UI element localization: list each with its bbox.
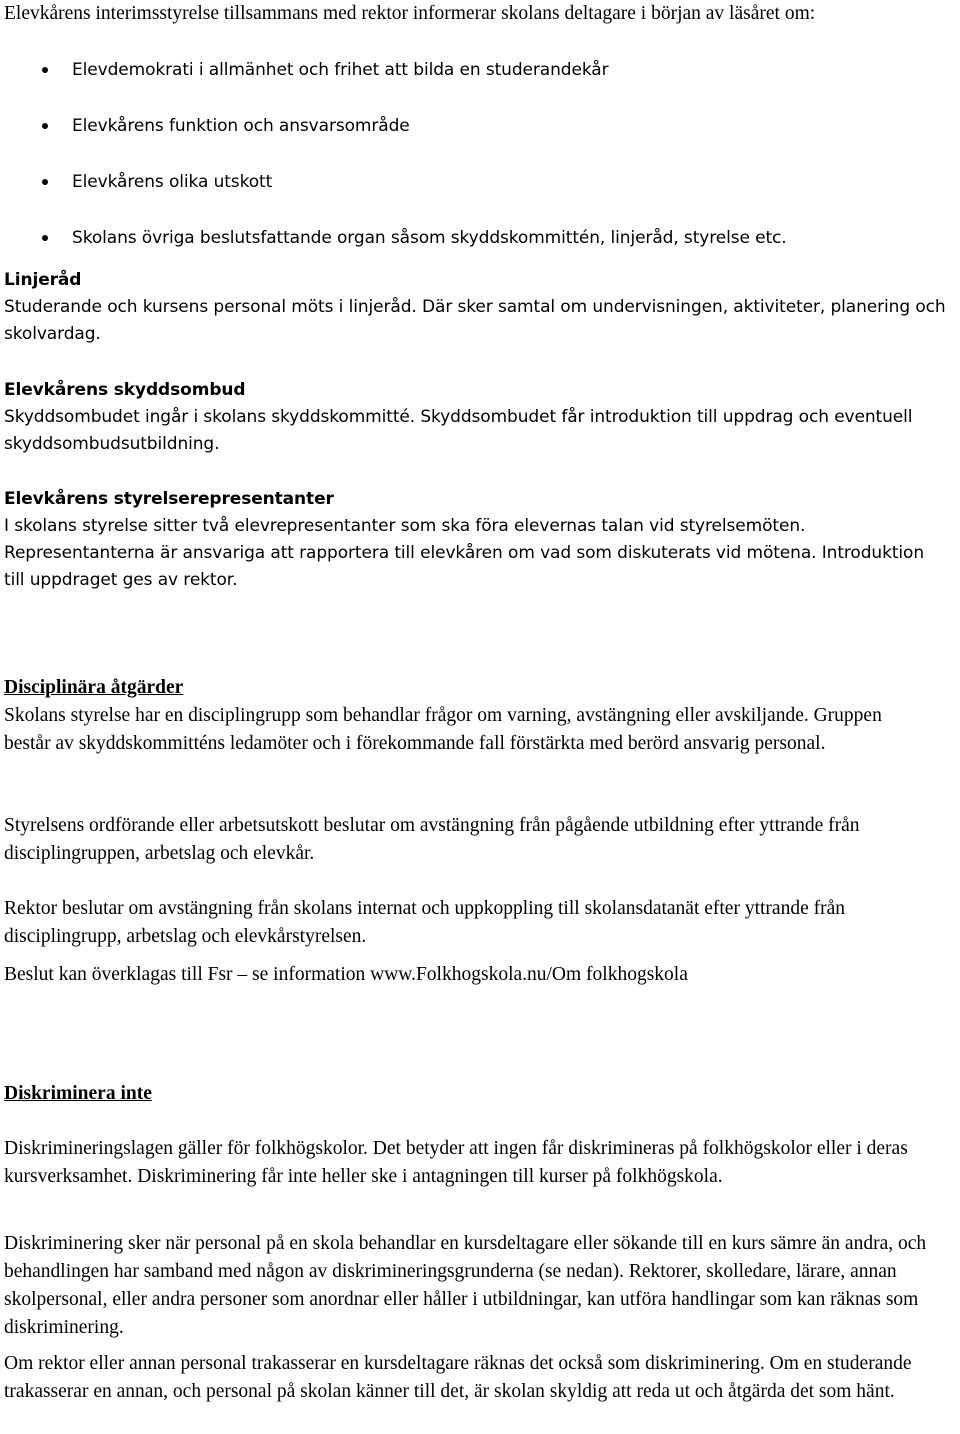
list-item bbox=[4, 56, 956, 112]
intro-paragraph: Elevkårens interimsstyrelse tillsammans med rektor informerar skolans deltagare i början av läsåret om: bbox=[4, 3, 816, 24]
diskriminera-paragraph-1: Diskrimineringslagen gäller för folkhögskolor. Det betyder att ingen får diskrimineras på folkhögskolor eller i deras kursverksamhet. Diskriminering får inte heller ske i antagningen till kurser på folkhögskola. bbox=[4, 1138, 908, 1187]
disciplin-paragraph-4: Beslut kan överklagas till Fsr – se information www.Folkhogskola.nu/Om folkhogskola bbox=[4, 964, 688, 985]
bullet-icon bbox=[42, 123, 48, 129]
disciplin-paragraph-1: Skolans styrelse har en disciplingrupp som behandlar frågor om varning, avstängning eller avskiljande. Gruppen består av skyddskommitténs ledamöter och i förekommande fall förstärkta med berörd ansvarig personal. bbox=[4, 705, 882, 754]
bullet-icon bbox=[42, 179, 48, 185]
list-item-text: Skolans övriga beslutsfattande organ såsom skyddskommittén, linjeråd, styrelse etc. bbox=[72, 228, 787, 248]
diskriminera-paragraph-2: Diskriminering sker när personal på en skola behandlar en kursdeltagare eller sökande till en kurs sämre än andra, och behandlingen har samband med någon av diskrimineringsgrunderna (se nedan). Rektorer, skolledare, lärare, annan skolpersonal, eller andra personer som anordnar eller håller i utbildningar, kan utföra handlingar som kan räknas som diskriminering. bbox=[4, 1233, 927, 1338]
list-item bbox=[4, 168, 956, 224]
list-item-text: Elevkårens olika utskott bbox=[72, 172, 273, 192]
linjerad-text: Studerande och kursens personal möts i linjeråd. Där sker samtal om undervisningen, aktiviteter, planering och skolvardag. bbox=[4, 297, 946, 344]
styrelserepresentanter-text: I skolans styrelse sitter två elevrepresentanter som ska föra elevernas talan vid styrelsemöten. Representanterna är ansvariga att rapportera till elevkåren om vad som diskuterats vid mötena. Introduktion till uppdraget ges av rektor. bbox=[4, 516, 925, 590]
bullet-icon bbox=[42, 67, 48, 73]
diskriminera-heading: Diskriminera inte bbox=[4, 1083, 152, 1104]
list-item-text: Elevdemokrati i allmänhet och frihet att bilda en studerandekår bbox=[72, 60, 609, 80]
linjerad-heading: Linjeråd bbox=[4, 270, 82, 290]
skyddsombud-text: Skyddsombudet ingår i skolans skyddskommitté. Skyddsombudet får introduktion till uppdrag och eventuell skyddsombudsutbildning. bbox=[4, 407, 913, 454]
diskriminera-paragraph-3: Om rektor eller annan personal trakasserar en kursdeltagare räknas det också som diskriminering. Om en studerande trakasserar en annan, och personal på skolan känner till det, är skolan skyldig att reda ut och åtgärda det som hänt. bbox=[4, 1353, 912, 1402]
list-item bbox=[4, 112, 956, 168]
disciplin-paragraph-2: Styrelsens ordförande eller arbetsutskott beslutar om avstängning från pågående utbildning efter yttrande från disciplingruppen, arbetslag och elevkår. bbox=[4, 815, 860, 864]
styrelserepresentanter-heading: Elevkårens styrelserepresentanter bbox=[4, 489, 334, 509]
disciplin-heading: Disciplinära åtgärder bbox=[4, 677, 184, 698]
disciplin-paragraph-3: Rektor beslutar om avstängning från skolans internat och uppkoppling till skolansdatanät efter yttrande från disciplingrupp, arbetslag och elevkårstyrelsen. bbox=[4, 898, 845, 947]
bullet-icon bbox=[42, 235, 48, 241]
list-item-text: Elevkårens funktion och ansvarsområde bbox=[72, 116, 410, 136]
info-bullet-list bbox=[4, 56, 956, 280]
skyddsombud-heading: Elevkårens skyddsombud bbox=[4, 380, 246, 400]
